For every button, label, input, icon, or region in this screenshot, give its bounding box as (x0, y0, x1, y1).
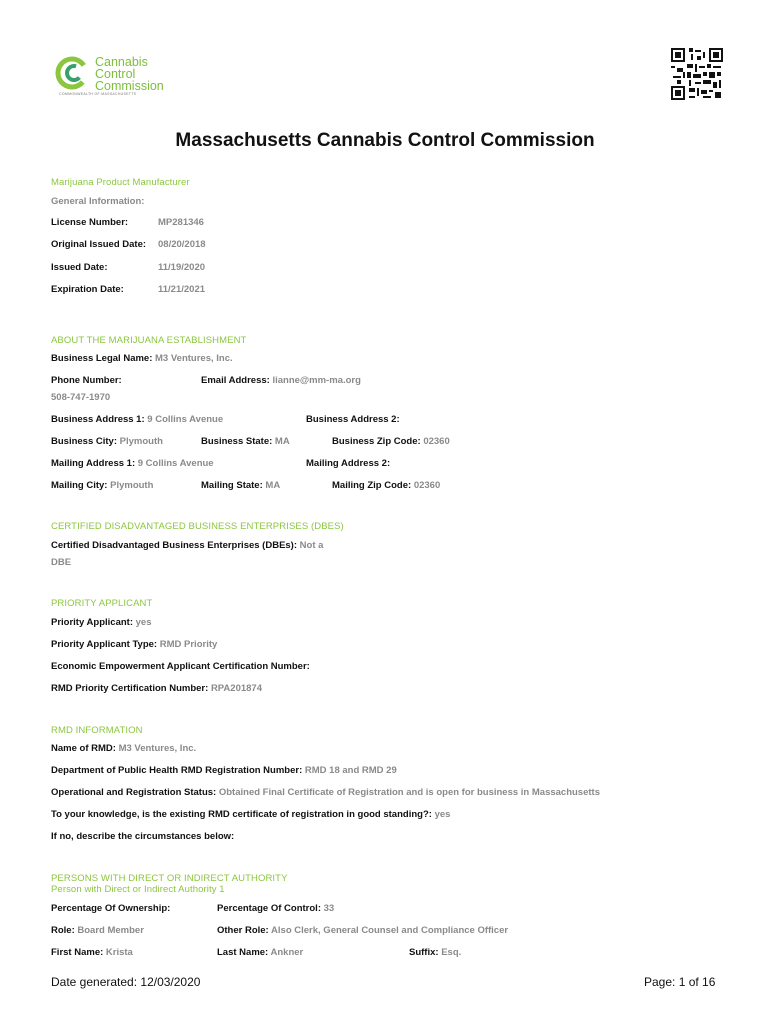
license-number-value: MP281346 (158, 217, 204, 228)
mailing-zip-label: Mailing Zip Code: (332, 480, 412, 491)
control-row (217, 903, 334, 914)
expiration-date-label: Expiration Date: (51, 284, 124, 295)
rmd-name-row (51, 743, 196, 754)
business-state-row (201, 436, 290, 447)
control-label: Percentage Of Control: (217, 903, 321, 914)
logo (55, 52, 185, 102)
control-value: 33 (323, 903, 335, 914)
issued-date-label: Issued Date: (51, 262, 108, 273)
priority-type-label: Priority Applicant Type: (51, 639, 158, 650)
cannabis-control-commission-logo-icon (55, 56, 89, 90)
rmd-cert-row (51, 683, 262, 694)
role-row (51, 925, 144, 936)
expiration-date-value: 11/21/2021 (158, 284, 206, 295)
legal-name-value: M3 Ventures, Inc. (155, 353, 233, 364)
other-role-value: Also Clerk, General Counsel and Compliance Officer (271, 925, 509, 936)
rmd-cert-label: RMD Priority Certification Number: (51, 683, 209, 694)
circumstances-label: If no, describe the circumstances below: (51, 831, 235, 842)
qr-code-icon (671, 48, 723, 100)
dbe-label: Certified Disadvantaged Business Enterprises (DBEs): (51, 540, 298, 551)
status-label: Operational and Registration Status: (51, 787, 217, 798)
priority-type-row (51, 639, 217, 650)
mailing-zip-value: 02360 (413, 480, 441, 491)
rmd-name-label: Name of RMD: (51, 743, 116, 754)
mailing-state-row (201, 480, 280, 491)
standing-row (51, 809, 450, 820)
role-label: Role: (51, 925, 75, 936)
logo-line-3: Commission (95, 79, 164, 93)
business-city-label: Business City: (51, 436, 117, 447)
status-value: Obtained Final Certificate of Registration and is open for business in Massachusetts (218, 787, 600, 798)
mailing-address-1-row (51, 458, 214, 469)
business-city-row (51, 436, 163, 447)
business-address-1-label: Business Address 1: (51, 414, 145, 425)
suffix-label: Suffix: (409, 947, 439, 958)
mailing-state-label: Mailing State: (201, 480, 263, 491)
phone-label: Phone Number: (51, 375, 122, 386)
status-row (51, 787, 600, 798)
mailing-address-2-label: Mailing Address 2: (306, 458, 391, 469)
mailing-address-1-label: Mailing Address 1: (51, 458, 136, 469)
date-generated: Date generated: 12/03/2020 (51, 975, 201, 989)
mailing-city-label: Mailing City: (51, 480, 108, 491)
priority-applicant-label: Priority Applicant: (51, 617, 133, 628)
license-type: Marijuana Product Manufacturer (51, 177, 190, 188)
license-number-label: License Number: (51, 217, 129, 228)
logo-line-1: Cannabis (95, 55, 148, 69)
rmd-cert-value: RPA201874 (210, 683, 262, 694)
last-name-label: Last Name: (217, 947, 269, 958)
suffix-row (409, 947, 461, 958)
suffix-value: Esq. (441, 947, 462, 958)
mailing-city-row (51, 480, 153, 491)
econ-empowerment-label: Economic Empowerment Applicant Certification Number: (51, 661, 310, 672)
dbe-value-part2: DBE (51, 557, 72, 568)
page-number: Page: 1 of 16 (644, 975, 716, 989)
business-address-2-label: Business Address 2: (306, 414, 400, 425)
standing-value: yes (434, 809, 451, 820)
first-name-row (51, 947, 133, 958)
business-city-value: Plymouth (119, 436, 163, 447)
dbe-row (51, 540, 323, 551)
rmd-name-value: M3 Ventures, Inc. (118, 743, 197, 754)
ownership-label: Percentage Of Ownership: (51, 903, 171, 914)
business-address-1-row (51, 414, 223, 425)
role-value: Board Member (77, 925, 144, 936)
issued-date-value: 11/19/2020 (158, 262, 206, 273)
business-state-label: Business State: (201, 436, 273, 447)
business-state-value: MA (274, 436, 290, 447)
persons-heading: PERSONS WITH DIRECT OR INDIRECT AUTHORITY (51, 873, 288, 884)
first-name-label: First Name: (51, 947, 104, 958)
mailing-address-1-value: 9 Collins Avenue (137, 458, 214, 469)
dph-label: Department of Public Health RMD Registration Number: (51, 765, 303, 776)
dbe-heading: CERTIFIED DISADVANTAGED BUSINESS ENTERPRISES (DBES) (51, 521, 344, 532)
phone-value: 508-747-1970 (51, 392, 111, 403)
email-label: Email Address: (201, 375, 270, 386)
persons-subheading: Person with Direct or Indirect Authority 1 (51, 884, 225, 895)
mailing-city-value: Plymouth (110, 480, 154, 491)
qr-code (671, 48, 723, 100)
logo-tagline: COMMONWEALTH OF MASSACHUSETTS (59, 92, 137, 96)
other-role-label: Other Role: (217, 925, 269, 936)
email-value: lianne@mm-ma.org (272, 375, 361, 386)
business-zip-row (332, 436, 450, 447)
page-title: Massachusetts Cannabis Control Commission (175, 130, 595, 151)
establishment-heading: ABOUT THE MARIJUANA ESTABLISHMENT (51, 335, 247, 346)
business-address-1-value: 9 Collins Avenue (147, 414, 224, 425)
email-row (201, 375, 361, 386)
business-zip-value: 02360 (423, 436, 450, 447)
last-name-row (217, 947, 303, 958)
mailing-zip-row (332, 480, 440, 491)
first-name-value: Krista (105, 947, 133, 958)
rmd-heading: RMD INFORMATION (51, 725, 143, 736)
dph-row (51, 765, 397, 776)
dph-value: RMD 18 and RMD 29 (304, 765, 397, 776)
original-issued-value: 08/20/2018 (158, 239, 206, 250)
priority-applicant-value: yes (135, 617, 152, 628)
other-role-row (217, 925, 508, 936)
priority-heading: PRIORITY APPLICANT (51, 598, 153, 609)
legal-name-row (51, 353, 233, 364)
legal-name-label: Business Legal Name: (51, 353, 153, 364)
logo-line-2: Control (95, 67, 136, 81)
standing-label: To your knowledge, is the existing RMD certificate of registration in good standing?: (51, 809, 432, 820)
dbe-value-part1: Not a (299, 540, 324, 551)
mailing-state-value: MA (265, 480, 281, 491)
priority-type-value: RMD Priority (159, 639, 218, 650)
priority-applicant-row (51, 617, 152, 628)
original-issued-label: Original Issued Date: (51, 239, 147, 250)
business-zip-label: Business Zip Code: (332, 436, 421, 447)
general-info-heading: General Information: (51, 196, 145, 207)
last-name-value: Ankner (270, 947, 304, 958)
